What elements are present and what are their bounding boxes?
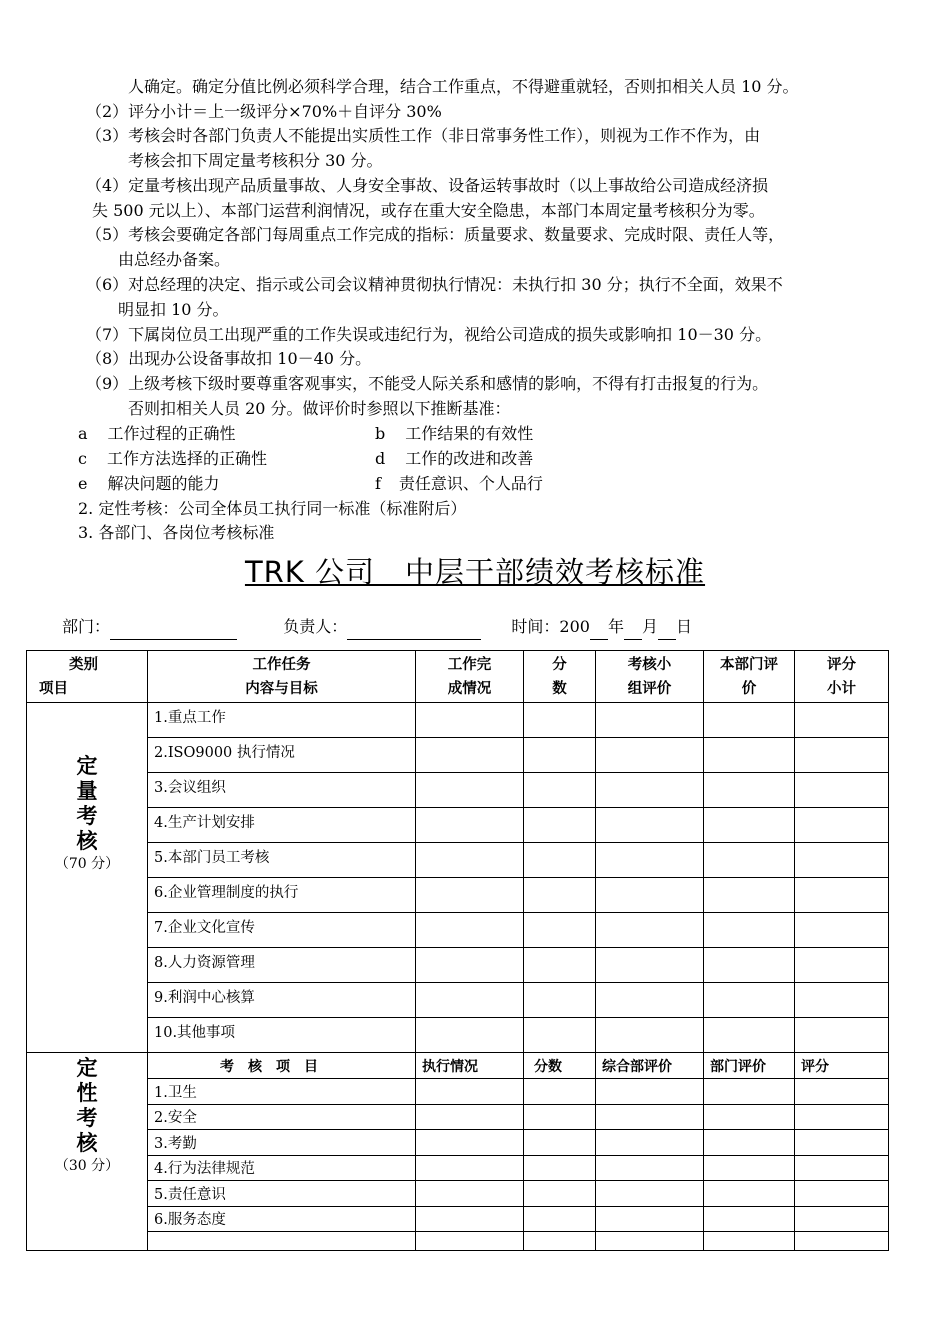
quant-item: 8.人力资源管理 xyxy=(148,948,416,983)
exec-cell[interactable] xyxy=(416,1155,524,1181)
subtotal-cell[interactable] xyxy=(795,913,889,948)
score-cell[interactable] xyxy=(524,948,596,983)
score-cell[interactable] xyxy=(524,1181,596,1207)
team-eval-cell[interactable] xyxy=(596,1018,704,1053)
general-eval-cell[interactable] xyxy=(596,1181,704,1207)
general-eval-cell[interactable] xyxy=(596,1079,704,1105)
qual-header-exec: 执行情况 xyxy=(416,1053,524,1079)
owner-field[interactable] xyxy=(347,619,481,640)
team-eval-cell[interactable] xyxy=(596,913,704,948)
dept-eval-cell[interactable] xyxy=(704,913,795,948)
assessment-table xyxy=(26,650,889,1251)
qual-item: 5.责任意识 xyxy=(148,1181,416,1207)
criterion-f: f 责任意识、个人品行 xyxy=(375,474,543,493)
numbered-item: 2. 定性考核：公司全体员工执行同一标准（标准附后） xyxy=(78,499,467,518)
table-row xyxy=(27,703,889,738)
score-cell[interactable] xyxy=(524,1232,596,1251)
header-task: 工作任务 内容与目标 xyxy=(148,651,416,703)
paragraph-line: 失 500 元以上）、本部门运营利润情况，或存在重大安全隐患，本部门本周定量考核积分为零。 xyxy=(92,201,765,220)
table-row xyxy=(27,1232,889,1251)
general-eval-cell[interactable] xyxy=(596,1130,704,1156)
dept-eval-cell[interactable] xyxy=(704,808,795,843)
rating-cell[interactable] xyxy=(795,1232,889,1251)
qual-header-item: 考 核 项 目 xyxy=(148,1053,416,1079)
dept-eval-cell[interactable] xyxy=(704,1104,795,1130)
qual-category: 定 性 考 核 （30 分） xyxy=(27,1053,148,1251)
completion-cell[interactable] xyxy=(416,843,524,878)
completion-cell[interactable] xyxy=(416,703,524,738)
quant-item: 10.其他事项 xyxy=(148,1018,416,1053)
score-cell[interactable] xyxy=(524,703,596,738)
subtotal-cell[interactable] xyxy=(795,948,889,983)
team-eval-cell[interactable] xyxy=(596,773,704,808)
subtotal-cell[interactable] xyxy=(795,878,889,913)
team-eval-cell[interactable] xyxy=(596,948,704,983)
team-eval-cell[interactable] xyxy=(596,843,704,878)
exec-cell[interactable] xyxy=(416,1206,524,1232)
qual-item: 6.服务态度 xyxy=(148,1206,416,1232)
general-eval-cell[interactable] xyxy=(596,1232,704,1251)
exec-cell[interactable] xyxy=(416,1181,524,1207)
table-row xyxy=(27,843,889,878)
paragraph-line: 明显扣 10 分。 xyxy=(118,300,229,319)
subtotal-cell[interactable] xyxy=(795,808,889,843)
dept-eval-cell[interactable] xyxy=(704,948,795,983)
quant-item: 7.企业文化宣传 xyxy=(148,913,416,948)
rating-cell[interactable] xyxy=(795,1181,889,1207)
score-cell[interactable] xyxy=(524,1155,596,1181)
quant-item: 4.生产计划安排 xyxy=(148,808,416,843)
team-eval-cell[interactable] xyxy=(596,983,704,1018)
table-row xyxy=(27,983,889,1018)
team-eval-cell[interactable] xyxy=(596,878,704,913)
rating-cell[interactable] xyxy=(795,1104,889,1130)
table-row xyxy=(27,773,889,808)
completion-cell[interactable] xyxy=(416,1018,524,1053)
dept-eval-cell[interactable] xyxy=(704,1181,795,1207)
table-row xyxy=(27,1104,889,1130)
paragraph-line: （4）定量考核出现产品质量事故、人身安全事故、设备运转事故时（以上事故给公司造成经济损 xyxy=(86,176,769,195)
qual-header-score: 分数 xyxy=(524,1053,596,1079)
paragraph-line: （9）上级考核下级时要尊重客观事实，不能受人际关系和感情的影响，不得有打击报复的行为。 xyxy=(86,374,769,393)
dept-eval-cell[interactable] xyxy=(704,1206,795,1232)
dept-field[interactable] xyxy=(110,619,237,640)
dept-eval-cell[interactable] xyxy=(704,878,795,913)
score-cell[interactable] xyxy=(524,1130,596,1156)
table-row xyxy=(27,1130,889,1156)
year-label: 年 xyxy=(607,617,624,636)
table-row xyxy=(27,1206,889,1232)
numbered-item: 3. 各部门、各岗位考核标准 xyxy=(78,523,275,542)
score-cell[interactable] xyxy=(524,808,596,843)
exec-cell[interactable] xyxy=(416,1130,524,1156)
qual-item[interactable] xyxy=(148,1232,416,1251)
table-row xyxy=(27,948,889,983)
completion-cell[interactable] xyxy=(416,773,524,808)
team-eval-cell[interactable] xyxy=(596,703,704,738)
header-subtotal: 评分 小计 xyxy=(795,651,889,703)
quant-item: 9.利润中心核算 xyxy=(148,983,416,1018)
day-field[interactable] xyxy=(658,619,676,640)
table-header-row xyxy=(27,651,889,703)
quant-item: 3.会议组织 xyxy=(148,773,416,808)
rating-cell[interactable] xyxy=(795,1206,889,1232)
table-row xyxy=(27,738,889,773)
paragraph-line: （7）下属岗位员工出现严重的工作失误或违纪行为，视给公司造成的损失或影响扣 10－30 分。 xyxy=(86,325,772,344)
paragraph-line: 人确定。确定分值比例必须科学合理，结合工作重点，不得避重就轻，否则扣相关人员 10 分。 xyxy=(128,77,799,96)
header-category: 类别 项目 xyxy=(27,651,148,703)
criterion-d: d 工作的改进和改善 xyxy=(375,449,534,468)
paragraph-line: 否则扣相关人员 20 分。做评价时参照以下推断基准： xyxy=(128,399,511,418)
month-label: 月 xyxy=(641,617,658,636)
score-cell[interactable] xyxy=(524,1018,596,1053)
rating-cell[interactable] xyxy=(795,1079,889,1105)
completion-cell[interactable] xyxy=(416,983,524,1018)
dept-eval-cell[interactable] xyxy=(704,1232,795,1251)
table-row xyxy=(27,1018,889,1053)
table-row xyxy=(27,913,889,948)
table-row xyxy=(27,878,889,913)
qual-item: 4.行为法律规范 xyxy=(148,1155,416,1181)
completion-cell[interactable] xyxy=(416,948,524,983)
dept-eval-cell[interactable] xyxy=(704,1155,795,1181)
general-eval-cell[interactable] xyxy=(596,1155,704,1181)
exec-cell[interactable] xyxy=(416,1104,524,1130)
dept-eval-cell[interactable] xyxy=(704,738,795,773)
paragraph-line: （5）考核会要确定各部门每周重点工作完成的指标：质量要求、数量要求、完成时限、责任人等， xyxy=(86,225,785,244)
quant-item: 6.企业管理制度的执行 xyxy=(148,878,416,913)
qual-item: 2.安全 xyxy=(148,1104,416,1130)
score-cell[interactable] xyxy=(524,1104,596,1130)
dept-eval-cell[interactable] xyxy=(704,843,795,878)
dept-eval-cell[interactable] xyxy=(704,1130,795,1156)
time-label: 时间：200 xyxy=(511,617,590,636)
header-team-eval: 考核小 组评价 xyxy=(596,651,704,703)
subtotal-cell[interactable] xyxy=(795,773,889,808)
subtotal-cell[interactable] xyxy=(795,1018,889,1053)
completion-cell[interactable] xyxy=(416,808,524,843)
dept-eval-cell[interactable] xyxy=(704,703,795,738)
dept-label: 部门： xyxy=(62,617,111,636)
qual-header-dept-eval: 部门评价 xyxy=(704,1053,795,1079)
day-label: 日 xyxy=(675,617,692,636)
table-row xyxy=(27,1079,889,1105)
qual-header-row xyxy=(27,1053,889,1079)
subtotal-cell[interactable] xyxy=(795,703,889,738)
score-cell[interactable] xyxy=(524,878,596,913)
form-header xyxy=(62,614,692,640)
score-cell[interactable] xyxy=(524,1206,596,1232)
team-eval-cell[interactable] xyxy=(596,808,704,843)
completion-cell[interactable] xyxy=(416,738,524,773)
qual-header-general-eval: 综合部评价 xyxy=(596,1053,704,1079)
criterion-c: c 工作方法选择的正确性 xyxy=(78,449,267,468)
exec-cell[interactable] xyxy=(416,1232,524,1251)
general-eval-cell[interactable] xyxy=(596,1104,704,1130)
paragraph-line: （6）对总经理的决定、指示或公司会议精神贯彻执行情况：未执行扣 30 分；执行不全面，效果不 xyxy=(86,275,783,294)
header-dept-eval: 本部门评 价 xyxy=(704,651,795,703)
score-cell[interactable] xyxy=(524,1079,596,1105)
score-cell[interactable] xyxy=(524,843,596,878)
score-cell[interactable] xyxy=(524,738,596,773)
completion-cell[interactable] xyxy=(416,878,524,913)
page-title: TRK 公司 中层干部绩效考核标准 xyxy=(244,555,706,589)
criterion-e: e 解决问题的能力 xyxy=(78,474,220,493)
subtotal-cell[interactable] xyxy=(795,738,889,773)
table-row xyxy=(27,1155,889,1181)
qual-header-rating: 评分 xyxy=(795,1053,889,1079)
paragraph-line: 考核会扣下周定量考核积分 30 分。 xyxy=(128,151,383,170)
dept-eval-cell[interactable] xyxy=(704,1079,795,1105)
quant-item: 5.本部门员工考核 xyxy=(148,843,416,878)
owner-label: 负责人： xyxy=(283,617,348,636)
year-field[interactable] xyxy=(590,619,608,640)
month-field[interactable] xyxy=(624,619,642,640)
paragraph-line: （2）评分小计＝上一级评分×70%＋自评分 30% xyxy=(86,102,442,121)
score-cell[interactable] xyxy=(524,983,596,1018)
paragraph-line: （3）考核会时各部门负责人不能提出实质性工作（非日常事务性工作），则视为工作不作为，由 xyxy=(86,126,761,145)
dept-eval-cell[interactable] xyxy=(704,983,795,1018)
rating-cell[interactable] xyxy=(795,1155,889,1181)
criterion-b: b 工作结果的有效性 xyxy=(375,424,534,443)
table-row xyxy=(27,808,889,843)
subtotal-cell[interactable] xyxy=(795,843,889,878)
quant-item: 1.重点工作 xyxy=(148,703,416,738)
header-completion: 工作完 成情况 xyxy=(416,651,524,703)
dept-eval-cell[interactable] xyxy=(704,1018,795,1053)
exec-cell[interactable] xyxy=(416,1079,524,1105)
score-cell[interactable] xyxy=(524,913,596,948)
dept-eval-cell[interactable] xyxy=(704,773,795,808)
criterion-a: a 工作过程的正确性 xyxy=(78,424,236,443)
subtotal-cell[interactable] xyxy=(795,983,889,1018)
score-cell[interactable] xyxy=(524,773,596,808)
rating-cell[interactable] xyxy=(795,1130,889,1156)
team-eval-cell[interactable] xyxy=(596,738,704,773)
quant-category: 定 量 考 核 （70 分） xyxy=(27,703,148,1053)
qual-item: 3.考勤 xyxy=(148,1130,416,1156)
paragraph-line: 由总经办备案。 xyxy=(118,250,231,269)
completion-cell[interactable] xyxy=(416,913,524,948)
qual-item: 1.卫生 xyxy=(148,1079,416,1105)
general-eval-cell[interactable] xyxy=(596,1206,704,1232)
quant-item: 2.ISO9000 执行情况 xyxy=(148,738,416,773)
paragraph-line: （8）出现办公设备事故扣 10－40 分。 xyxy=(86,349,372,368)
table-row xyxy=(27,1181,889,1207)
header-score: 分 数 xyxy=(524,651,596,703)
